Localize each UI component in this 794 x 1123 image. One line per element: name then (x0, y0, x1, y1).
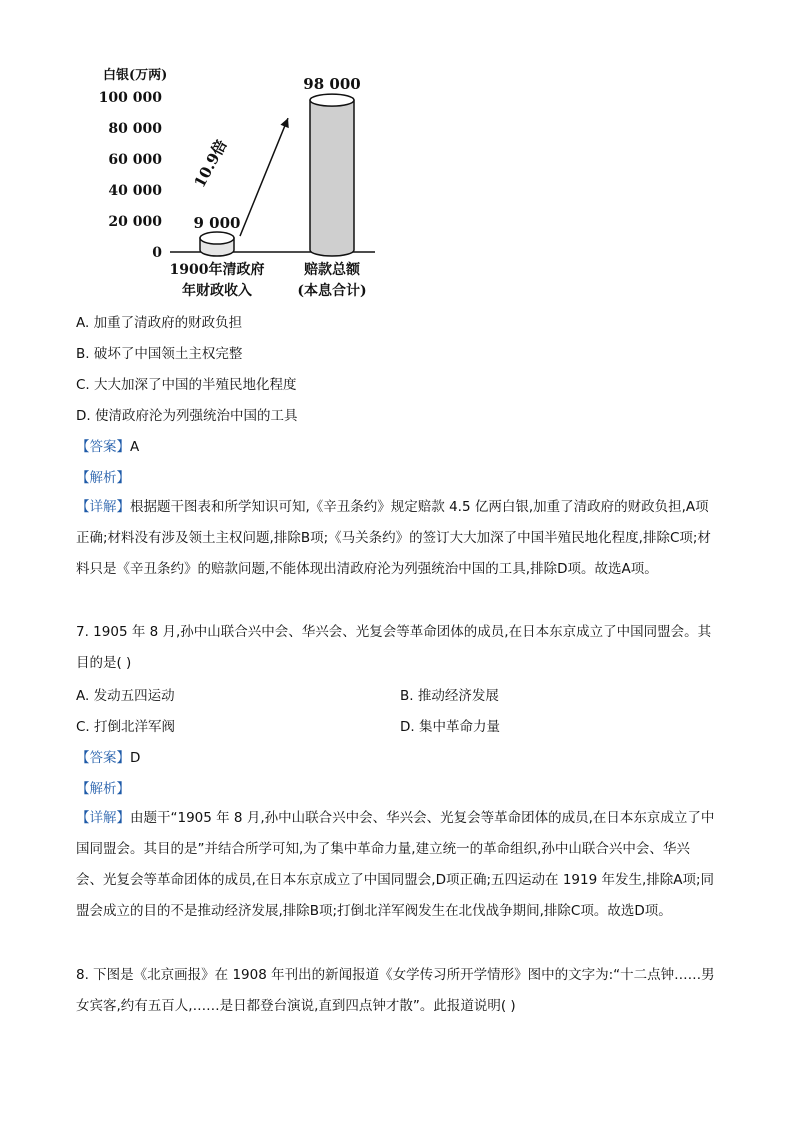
chart-svg (95, 62, 385, 302)
bar-1 (200, 232, 234, 256)
q7-answer-value: D (130, 750, 141, 766)
y-tick-label: 0 (152, 245, 162, 261)
ratio-annotation: 10.9倍 (190, 136, 231, 191)
q6-answer-tag: 【答案】 (76, 439, 130, 455)
bar-2 (310, 94, 354, 256)
y-axis-label: 白银(万两) (103, 68, 168, 83)
q7-detail (76, 803, 716, 927)
x-category-label: 1900年清政府 (169, 262, 265, 278)
x-category-label: 年财政收入 (182, 283, 252, 299)
data-label: 98 000 (303, 75, 361, 94)
q8-stem: 8. 下图是《北京画报》在 1908 年刊出的新闻报道《女学传习所开学情形》图中的文字为:“十二点钟……男女宾客,约有五百人,……是日都登台演说,直到四点钟才散”。此报道说明( ) (76, 967, 715, 1014)
q6-analysis-tag: 【解析】 (76, 470, 130, 486)
q6-option-c: C. 大大加深了中国的半殖民地化程度 (76, 377, 297, 393)
x-category-label: (本息合计) (297, 283, 367, 299)
data-label: 9 000 (193, 214, 241, 233)
y-tick-label: 20 000 (108, 214, 162, 230)
y-tick-label: 40 000 (108, 183, 162, 199)
growth-arrow-line (240, 118, 288, 236)
q7-answer (76, 748, 140, 768)
q7-option-d: D. 集中革命力量 (400, 719, 500, 735)
q7-option-b: B. 推动经济发展 (400, 688, 499, 704)
y-tick-label: 100 000 (98, 90, 162, 106)
q7-option-c: C. 打倒北洋军阀 (76, 719, 176, 735)
indemnity-chart (95, 62, 385, 302)
q6-detail-text: 根据题干图表和所学知识可知,《辛丑条约》规定赔款 4.5 亿两白银,加重了清政府的财政负担,A项正确;材料没有涉及领土主权问题,排除B项;《马关条约》的签订大大加深了中国半殖民地化程度,排除C项;材料只是《辛丑条约》的赔款问题,不能体现出清政府沦为列强统治中国的工具,排除D项。故选A项。 (76, 499, 711, 577)
y-tick-label: 60 000 (108, 152, 162, 168)
q7-detail-tag: 【详解】 (76, 810, 130, 826)
q6-answer (76, 437, 139, 457)
q7-option-a: A. 发动五四运动 (76, 688, 175, 704)
q7-stem: 7. 1905 年 8 月,孙中山联合兴中会、华兴会、光复会等革命团体的成员,在日本东京成立了中国同盟会。其目的是( ) (76, 624, 712, 671)
q6-detail (76, 492, 716, 585)
q6-option-a: A. 加重了清政府的财政负担 (76, 315, 243, 331)
q6-detail-tag: 【详解】 (76, 499, 130, 515)
q7-detail-text: 由题干“1905 年 8 月,孙中山联合兴中会、华兴会、光复会等革命团体的成员,在日本东京成立了中国同盟会。其目的是”并结合所学可知,为了集中革命力量,建立统一的革命组织,孙中山联合兴中会、华兴会、光复会等革命团体的成员,在日本东京成立了中国同盟会,D项正确;五四运动在 1919 年发生,排除A项;同盟会成立的目的不是推动经济发展,排除B项;打倒北洋军阀发生在北伐战争期间,排除C项。故选D项。 (76, 810, 715, 919)
y-tick-label: 80 000 (108, 121, 162, 137)
q7-answer-tag: 【答案】 (76, 750, 130, 766)
q7-analysis-tag: 【解析】 (76, 781, 130, 797)
q6-option-d: D. 使清政府沦为列强统治中国的工具 (76, 408, 298, 424)
q6-answer-value: A (130, 439, 140, 455)
x-category-label: 赔款总额 (304, 262, 360, 278)
q6-option-b: B. 破坏了中国领土主权完整 (76, 346, 243, 362)
